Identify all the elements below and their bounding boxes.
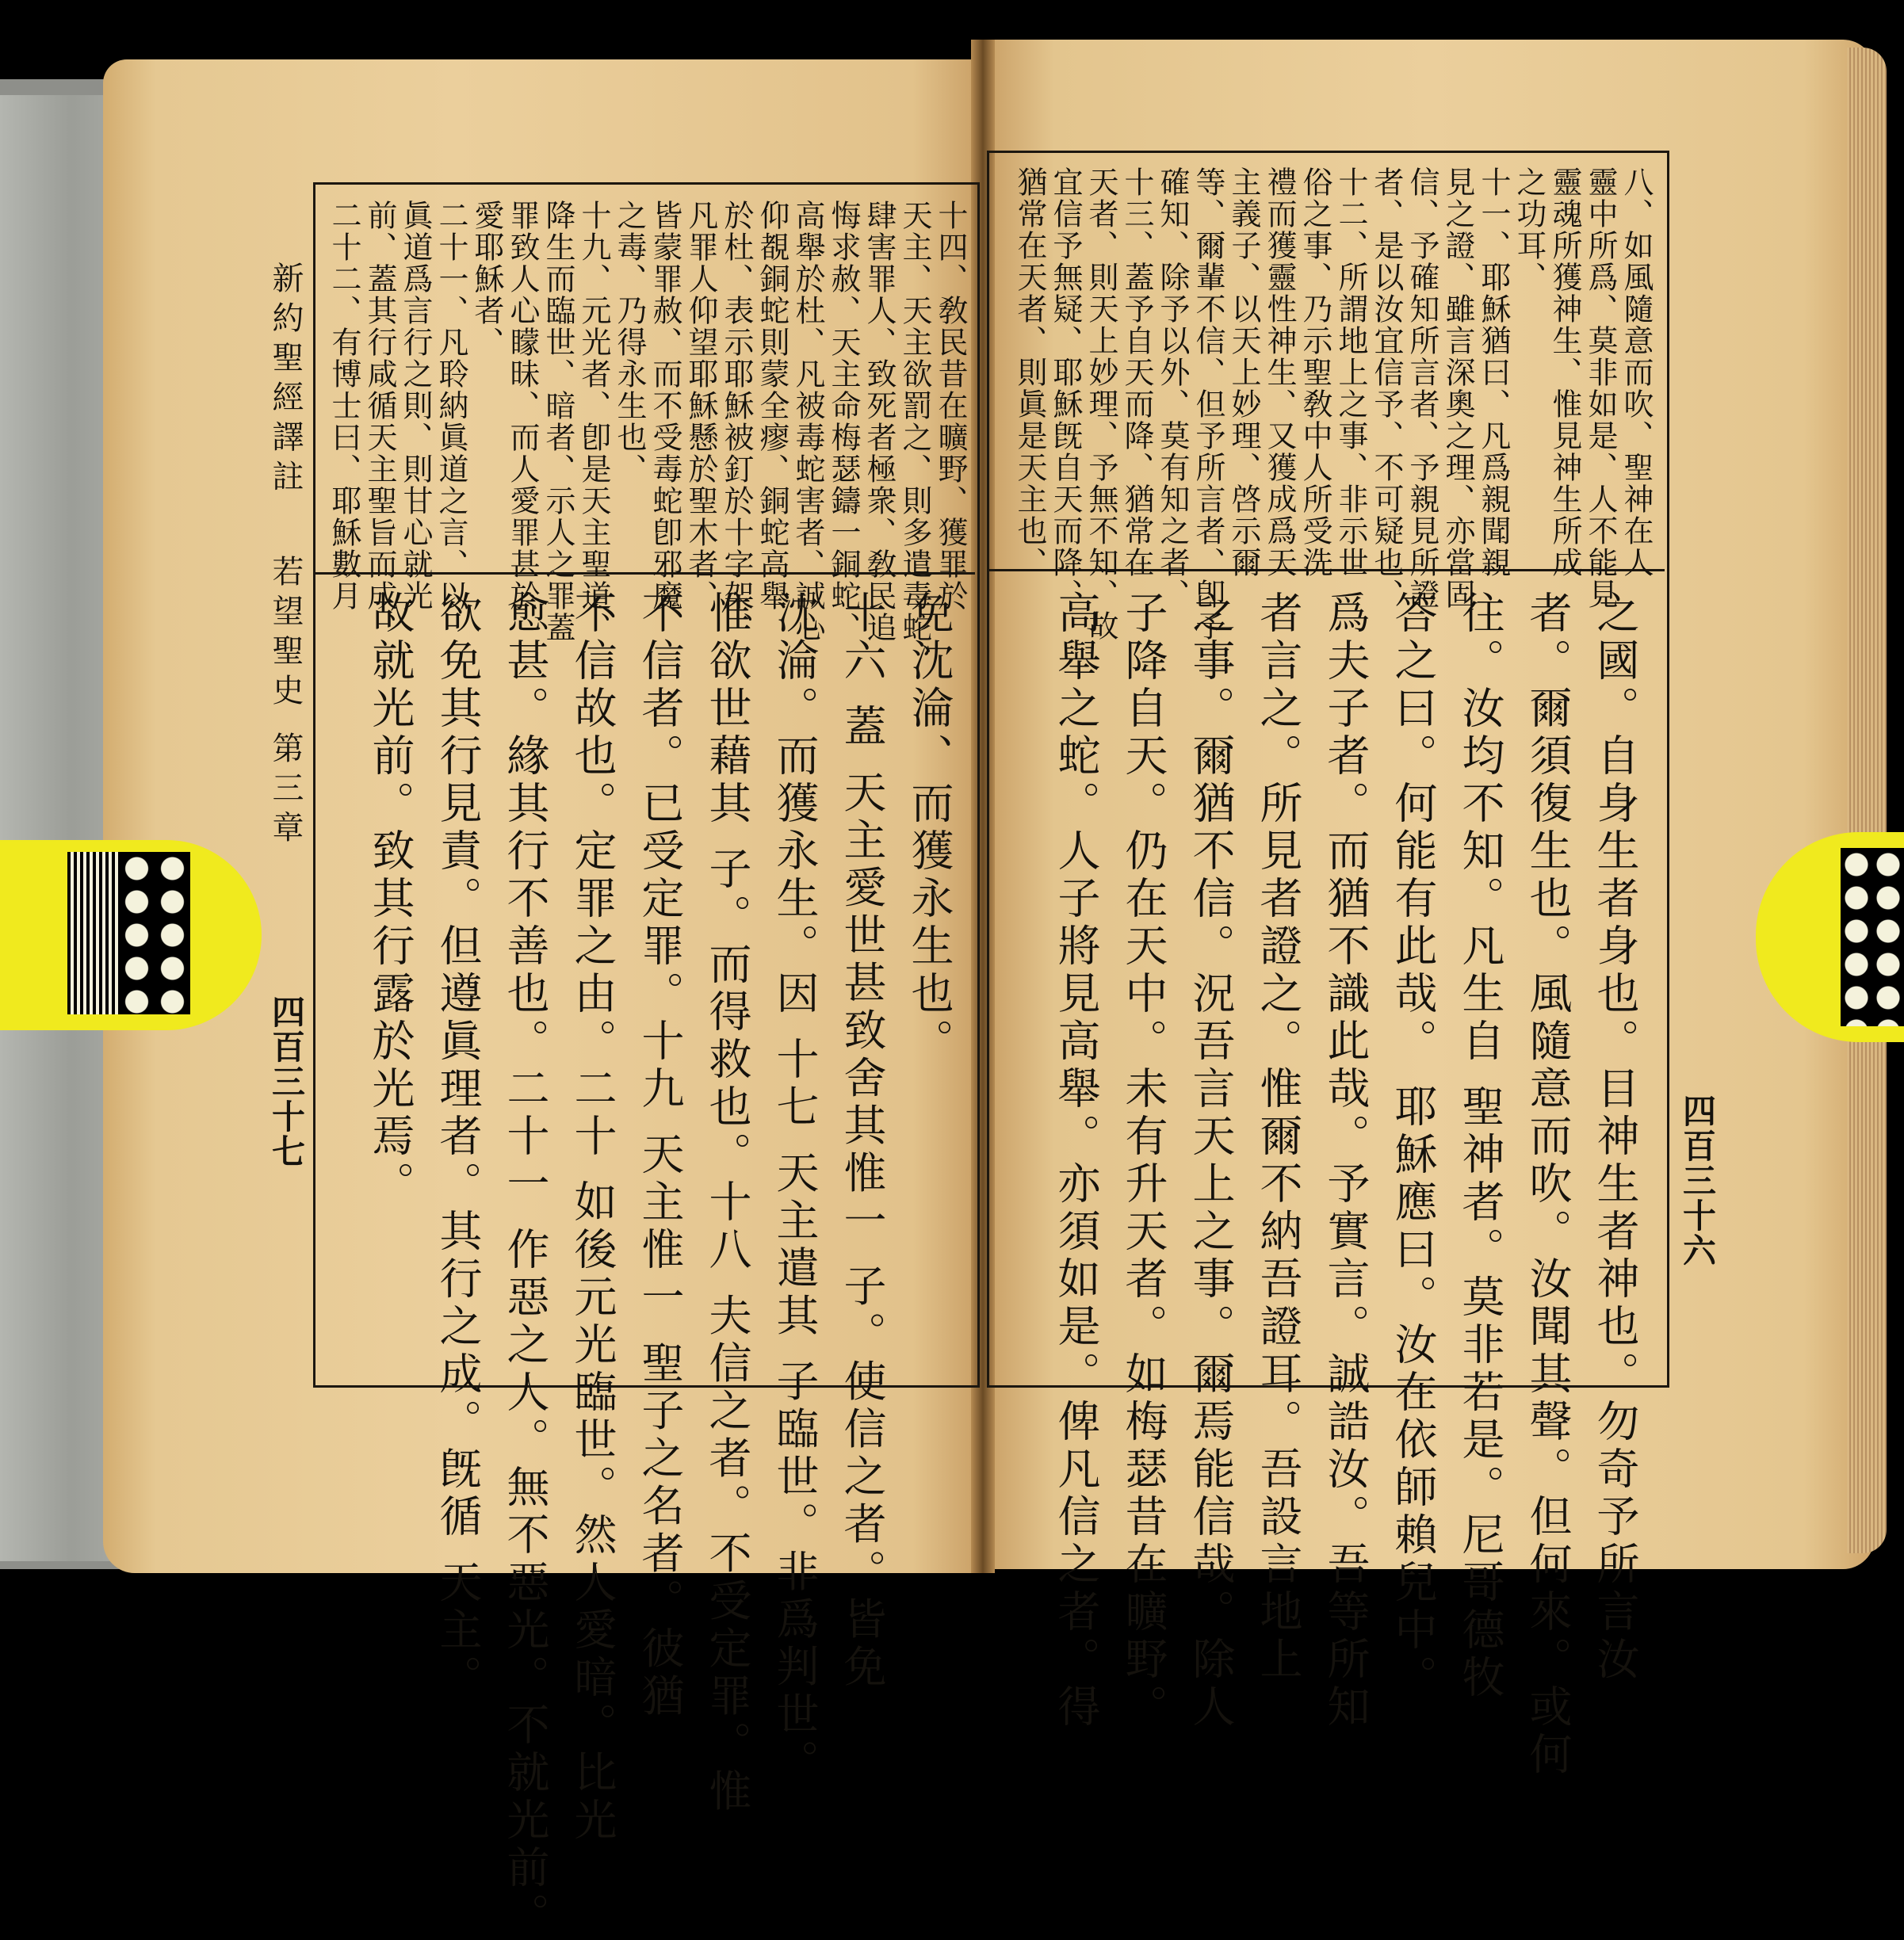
- clip-stripes: [67, 852, 119, 1014]
- note-line: 高舉於杜、凡被毒蛇害者、誠心: [790, 200, 825, 643]
- verse-line: 免沈淪、而獲永生也。: [904, 590, 954, 1066]
- note-line: 十二、所謂地上之事、非示世: [1333, 166, 1368, 579]
- note-line: 於杜、表示耶穌被釘於十字架、: [719, 200, 754, 643]
- verse-line: 答之曰。何能有此哉。 耶穌應曰。汝在依師賴兒中。: [1388, 590, 1438, 1703]
- note-line: 皆蒙罪赦、而不受毒蛇卽邪魔: [648, 200, 682, 612]
- note-line: 愛耶穌者、: [469, 200, 504, 358]
- note-line: 天主、天主欲罰之、則多遣毒蛇、: [897, 200, 932, 675]
- note-line: 十一、耶穌猶曰、凡爲親聞親: [1476, 166, 1511, 579]
- verse-line: 子降自天。仍在天中。未有升天者。如梅瑟昔在曠野。: [1118, 590, 1168, 1732]
- clip-dots-left: [119, 852, 190, 1014]
- note-line: 十九、元光者、卽是天主聖道、: [576, 200, 611, 643]
- verse-line: 之國。自身生者身也。目神生者神也。勿奇予所言汝: [1590, 590, 1640, 1684]
- verse-line: 不信故也。定罪之由。二十 如後元光臨世。然人愛暗。比光: [568, 590, 617, 1846]
- note-line: 降生而臨世、暗者、示人之罪蓋: [541, 200, 575, 643]
- note-line: 見之證、雖言深奧之理、亦當固: [1440, 166, 1475, 610]
- note-line: 確知、除予以外、莫有知之者、: [1155, 166, 1190, 610]
- verse-line: 惟欲世藉其 子。而得救也。十八 夫信之者。不受定罪。惟: [702, 590, 752, 1816]
- note-line: 悔求赦、天主命梅瑟鑄一銅蛇、: [826, 200, 861, 643]
- note-line: 八、如風隨意而吹、聖神在人: [1619, 166, 1654, 579]
- note-line: 靈魂所獲神生、惟見神生所成: [1547, 166, 1582, 579]
- note-line: 二十一、凡聆納眞道之言、以: [434, 200, 468, 612]
- note-line: 主義子、以天上妙理、啓示爾: [1226, 166, 1261, 579]
- note-line: 十三、蓋予自天而降、猶常在: [1119, 166, 1154, 579]
- page-number-left: 四百三十七: [267, 995, 306, 1169]
- chapter-heading: 若望聖史 第三章: [267, 555, 304, 850]
- note-line: 者、是以汝宜信予、不可疑也、: [1369, 166, 1404, 610]
- note-line: 等、爾輩不信、但予所言者、卽予: [1191, 166, 1225, 642]
- clip-dots-right: [1841, 848, 1904, 1026]
- note-line: 禮而獲靈性神生、又獲成爲天: [1262, 166, 1297, 579]
- note-line: 信、予確知所言者、予親見所證: [1405, 166, 1439, 610]
- note-line: 天者、則天上妙理、予無不知、故: [1084, 166, 1118, 642]
- note-line: 凡罪人仰望耶穌懸於聖木者、: [683, 200, 718, 612]
- verse-line: 高舉之蛇。人子將見高舉。亦須如是。俾凡信之者。得: [1051, 590, 1101, 1732]
- note-line: 靈中所爲、莫非如是、人不能見: [1583, 166, 1618, 610]
- note-line: 罪致人心矇昧、而人愛罪甚於: [505, 200, 540, 612]
- note-line: 十四、敎民昔在曠野、獲罪於: [933, 200, 968, 612]
- note-line: 仰覩銅蛇則蒙全瘳、銅蛇高舉: [755, 200, 790, 612]
- note-line: 猶常在天者、則眞是天主也、: [1012, 166, 1047, 579]
- note-line: 前、蓋其行咸循天主聖旨而成、: [362, 200, 397, 643]
- verse-line: 者言之。所見者證之。惟爾不納吾證耳。吾設言地上: [1253, 590, 1303, 1684]
- verse-line: 十六 蓋 天主愛世甚致舍其惟一 子。使信之者。皆免: [837, 590, 887, 1692]
- plastic-sleeve: [0, 95, 119, 1561]
- page-edges: [1847, 48, 1887, 1553]
- note-line: 肆害罪人、致死者極衆、敎民追: [862, 200, 897, 643]
- verse-line: 不信者。已受定罪。十九 天主惟一 聖子之名者。彼猶: [635, 590, 685, 1721]
- note-line: 二十二、有博士曰、耶穌數月: [327, 200, 361, 612]
- verse-line: 者。爾須復生也。風隨意而吹。汝聞其聲。但何來。或何: [1523, 590, 1573, 1779]
- note-line: 俗之事、乃示聖敎中人所受洗: [1298, 166, 1332, 579]
- verse-line: 故就光前。致其行露於光焉。: [365, 590, 415, 1209]
- note-line: 眞道爲言行之則、則甘心就光: [398, 200, 433, 612]
- note-line: 之功耳、: [1512, 166, 1547, 293]
- book-title: 新約聖經譯註: [267, 262, 304, 499]
- verse-line: 往。汝均不知。凡生自 聖神者。莫非若是。尼哥德牧: [1455, 590, 1505, 1703]
- page-number-right: 四百三十六: [1678, 1094, 1717, 1268]
- verse-line: 爲夫子者。而猶不識此哉。予實言。誠誥汝。吾等所知: [1321, 590, 1371, 1732]
- verse-line: 欲免其行見責。但遵眞理者。其行之成。旣循 天主。: [433, 590, 483, 1703]
- note-line: 宜信予無疑、耶穌旣自天而降、: [1048, 166, 1083, 610]
- verse-line: 之事。爾猶不信。況吾言天上之事。爾焉能信哉。除人: [1186, 590, 1236, 1732]
- verse-line: 愈甚。緣其行不善也。二十一 作惡之人。無不惡光。不就光前。: [500, 590, 550, 1940]
- verse-line: 沈淪。而獲永生。因 十七 天主遣其 子臨世。非爲判世。: [770, 590, 820, 1787]
- note-line: 之毒、乃得永生也、: [612, 200, 647, 485]
